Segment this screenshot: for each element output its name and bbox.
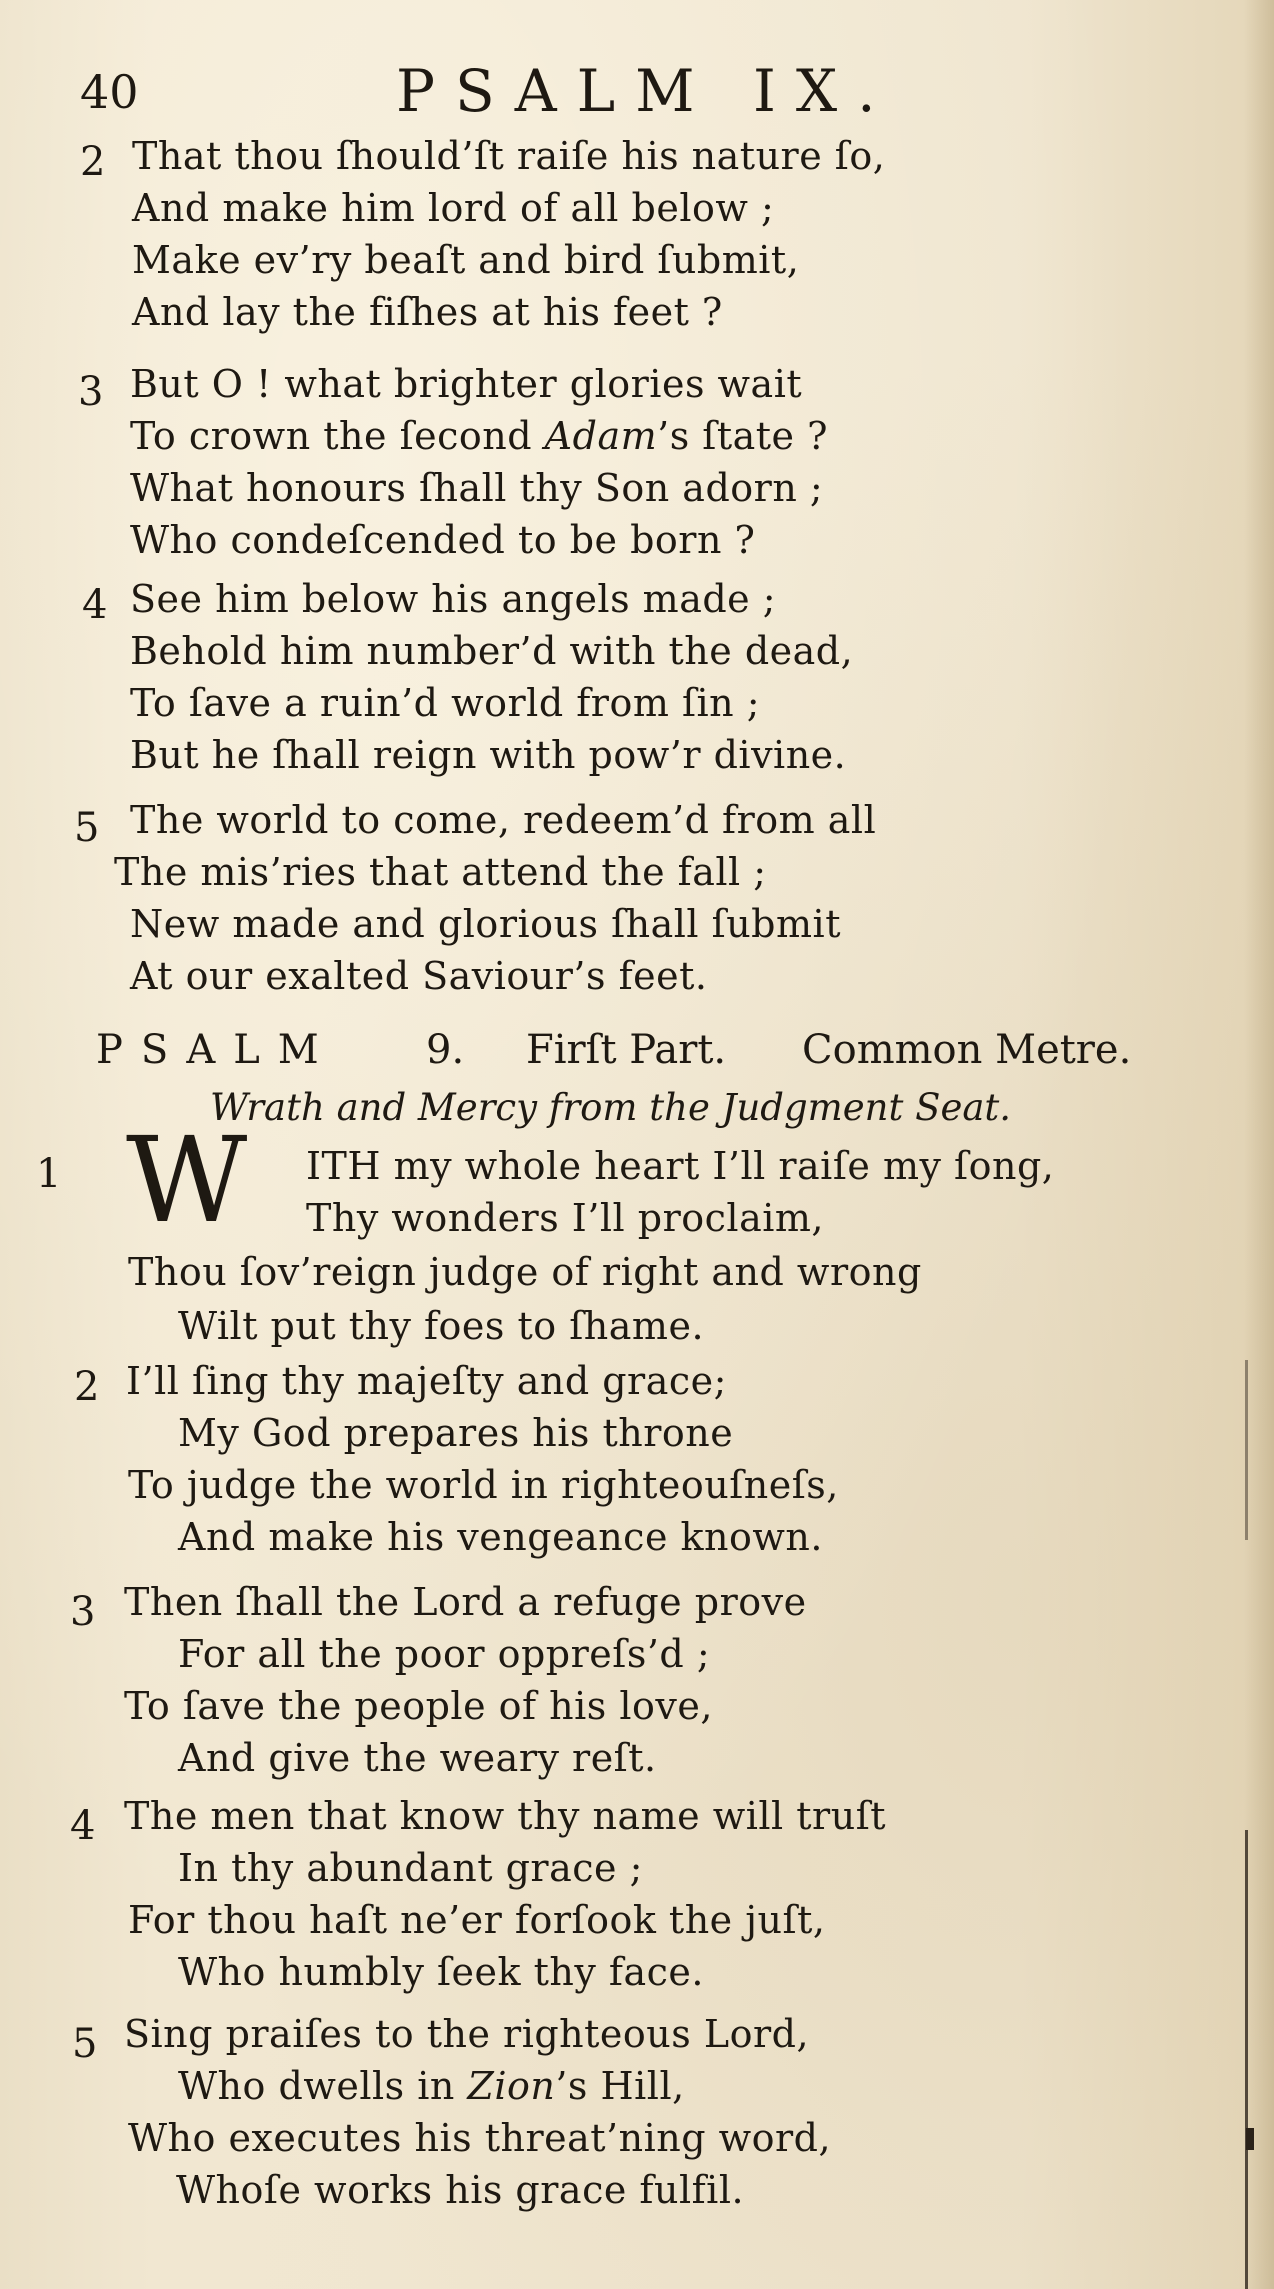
verse-line: But he ſhall reign with pow’r divine. (130, 733, 847, 777)
psalm-subtitle: Wrath and Mercy from the Judgment Seat. (210, 1086, 1012, 1129)
page-edge-line (1245, 1360, 1248, 1540)
verse-number: 3 (70, 1589, 96, 1635)
page-edge-line (1245, 1830, 1248, 2289)
verse-line: For thou haſt ne’er forſook the juſt, (128, 1898, 826, 1942)
verse-number: 2 (74, 1364, 100, 1410)
verse-line: That thou ſhould’ſt raiſe his nature ſo, (132, 134, 886, 178)
page-edge-mark (1246, 2128, 1254, 2150)
verse-line: Who condeſcended to be born ? (130, 518, 756, 562)
verse-line: What honours ſhall thy Son adorn ; (130, 466, 824, 510)
verse-line: And make his vengeance known. (178, 1515, 823, 1559)
verse-line-text: Who dwells in (178, 2064, 468, 2108)
verse-line: Make ev’ry beaſt and bird ſubmit, (132, 238, 800, 282)
page-title: PSALM IX. (396, 57, 896, 125)
page-edge-shadow (1244, 0, 1274, 2289)
verse-number: 4 (82, 582, 108, 628)
verse-line: The men that know thy name will truſt (124, 1794, 887, 1838)
verse-line: Sing praiſes to the righteous Lord, (124, 2012, 810, 2056)
verse-line: Wilt put thy foes to ſhame. (178, 1304, 705, 1348)
verse-number: 5 (72, 2021, 98, 2067)
verse-line: ITH my whole heart I’ll raiſe my ſong, (306, 1144, 1055, 1188)
verse-line: New made and glorious ſhall ſubmit (130, 902, 841, 946)
verse-number: 3 (78, 369, 104, 415)
verse-number: 1 (36, 1151, 62, 1197)
verse-line: To judge the world in righteouſneſs, (128, 1463, 839, 1507)
page-number: 40 (80, 65, 139, 119)
running-head (80, 58, 900, 128)
verse-line: Then ſhall the Lord a refuge prove (124, 1580, 807, 1624)
verse-line: And make him lord of all below ; (132, 186, 775, 230)
verse-line: I’ll ſing thy majeſty and grace; (126, 1359, 727, 1403)
psalm-number: 9. (426, 1027, 465, 1073)
verse-line-text: ’s ſtate ? (657, 414, 829, 458)
verse-line: The world to come, redeem’d from all (130, 798, 877, 842)
verse-line-with-italic (130, 410, 828, 462)
drop-cap: W (126, 1111, 248, 1249)
verse-line: My God prepares his throne (178, 1411, 734, 1455)
verse-line: To ſave the people of his love, (124, 1684, 713, 1728)
verse-line: And give the weary reſt. (178, 1736, 657, 1780)
verse-number: 5 (74, 805, 100, 851)
verse-number: 2 (80, 139, 106, 185)
verse-line-text: To crown the ſecond (130, 414, 545, 458)
verse-line: Behold him number’d with the dead, (130, 629, 854, 673)
psalm-part: Firſt Part. (526, 1027, 727, 1073)
verse-line: To ſave a ruin’d world from ſin ; (130, 681, 761, 725)
verse-line-text: ’s Hill, (555, 2064, 685, 2108)
verse-line: Who executes his threat’ning word, (128, 2116, 832, 2160)
italic-name: Zion (467, 2064, 556, 2108)
verse-line: Thy wonders I’ll proclaim, (306, 1196, 825, 1240)
psalm-metre: Common Metre. (802, 1027, 1132, 1073)
verse-line: In thy abundant grace ; (178, 1846, 643, 1890)
verse-line: See him below his angels made ; (130, 577, 777, 621)
verse-line: At our exalted Saviour’s feet. (130, 954, 708, 998)
verse-line: For all the poor oppreſs’d ; (178, 1632, 711, 1676)
italic-name: Adam (544, 414, 658, 458)
verse-line: Thou ſov’reign judge of right and wrong (128, 1250, 922, 1294)
verse-line: And lay the fiſhes at his feet ? (132, 290, 723, 334)
psalm-heading (96, 1023, 1176, 1079)
verse-number: 4 (70, 1803, 96, 1849)
verse-line: Who humbly ſeek thy face. (178, 1950, 705, 1994)
psalm-label: PSALM (96, 1027, 337, 1073)
verse-line: But O ! what brighter glories wait (130, 362, 803, 406)
verse-line-with-italic (178, 2060, 685, 2112)
verse-line: The mis’ries that attend the fall ; (114, 850, 767, 894)
verse-line: Whoſe works his grace fulfil. (176, 2168, 745, 2212)
